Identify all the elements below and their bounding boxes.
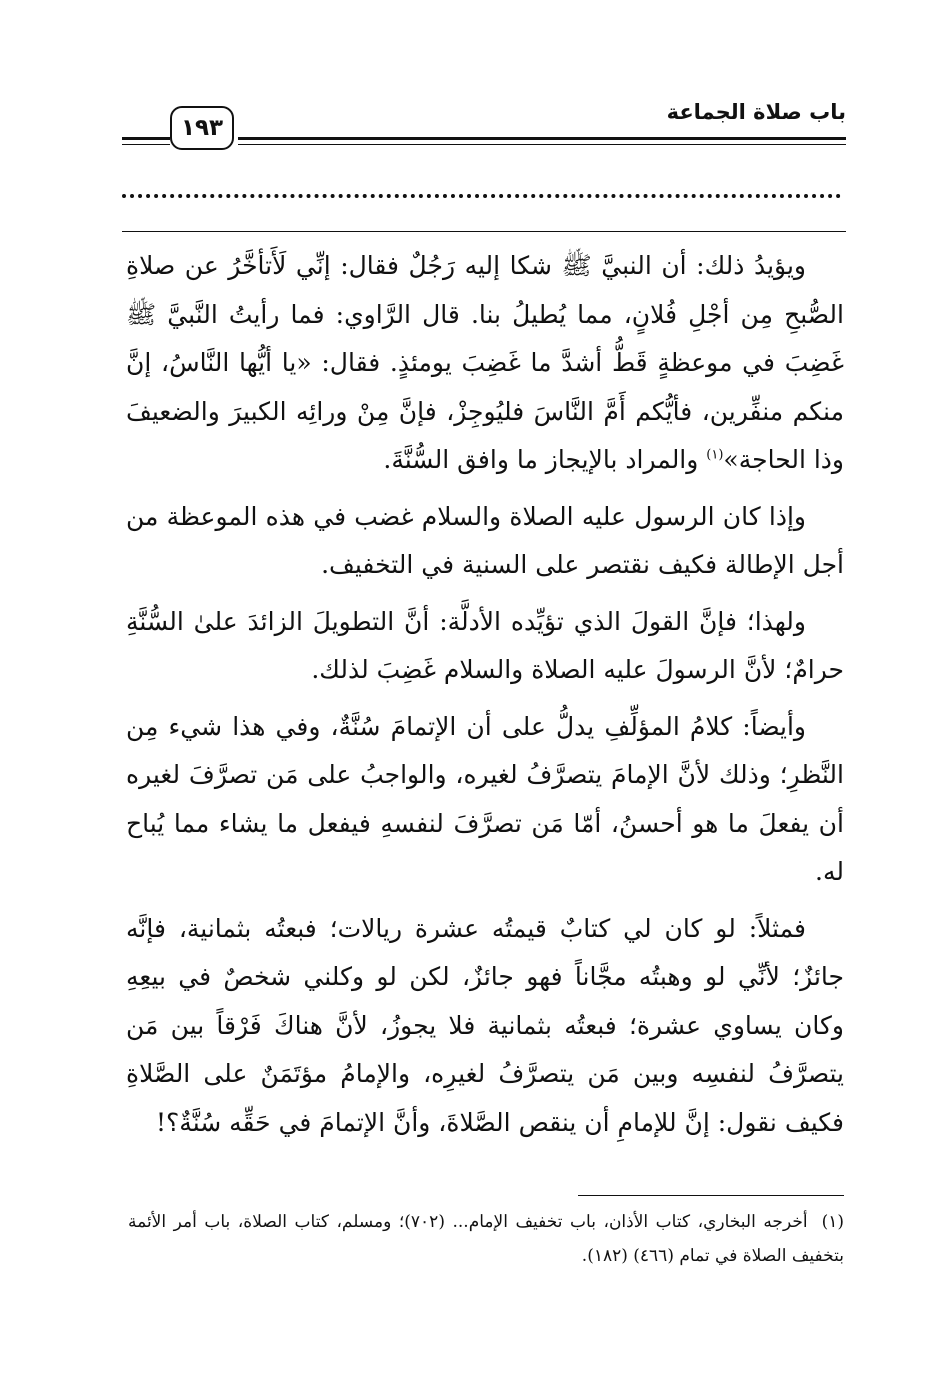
chapter-title: باب صلاة الجماعة	[666, 100, 846, 124]
paragraph-3: ولهذا؛ فإنَّ القولَ الذي تؤيِّده الأدلَّة: أنَّ التطويلَ الزائدَ علىٰ السُّنَّةِ حرامٌ؛ لأنَّ الرسولَ عليه الصلاة والسلام غَضِبَ لذلك.	[126, 606, 844, 684]
paragraph-4: وأيضاً: كلامُ المؤلِّفِ يدلُّ على أن الإتمامَ سُنَّةٌ، وفي هذا شيء مِن النَّظرِ؛ وذلك لأنَّ الإمامَ يتصرَّفُ لغيره، والواجبُ على مَن تصرَّفَ لغيره أن يفعلَ ما هو أحسنُ، أمّا مَن تصرَّفَ لنفسهِ فيفعل ما يشاء مما يُباح له.	[126, 711, 844, 886]
header-rule	[238, 137, 846, 140]
footnote-text: أخرجه البخاري، كتاب الأذان، باب تخفيف الإمام... (٧٠٢)؛ ومسلم، كتاب الصلاة، باب أمر الأئمة بتخفيف الصلاة في تمام (٤٦٦) (١٨٢).	[128, 1212, 844, 1266]
footnote-rule	[578, 1195, 844, 1196]
main-text	[126, 242, 844, 1155]
header-rule-left-thin	[122, 144, 170, 145]
header-rule-left	[122, 137, 170, 140]
paragraph-2: وإذا كان الرسول عليه الصلاة والسلام غضب في هذه الموعظة من أجل الإطالة فكيف نقتصر على السنية في التخفيف.	[126, 501, 844, 579]
footnote-number: (١)	[821, 1212, 844, 1232]
paragraph-1	[126, 242, 844, 485]
footnote	[128, 1205, 844, 1273]
paragraph-5: فمثلاً: لو كان لي كتابٌ قيمتُه عشرة ريالات؛ فبعتُه بثمانية، فإنَّه جائزٌ؛ لأنِّي لو وهبتُه مجَّاناً فهو جائزٌ، لكن لو وكلني شخصٌ في بيعِهِ وكان يساوي عشرة؛ فبعتُه بثمانية فلا يجوزُ، لأنَّ هناكَ فَرْقاً بين مَن يتصرَّفُ لنفسِه وبين مَن يتصرَّفُ لغيرِه، والإمامُ مؤتَمَنٌ على الصَّلاةِ فكيف نقول: إنَّ للإمامِ أن ينقص الصَّلاةَ، وأنَّ الإتمامَ في حَقِّه سُنَّةٌ؟!	[126, 913, 844, 1137]
paragraph-1-text-after: والمراد بالإيجاز ما وافق السُّنَّةَ.	[383, 445, 707, 474]
paragraph-1-text: ويؤيدُ ذلك: أن النبيَّ ﷺ شكا إليه رَجُلٌ فقال: إنِّي لَأَتأخَّرُ عن صلاةِ الصُّبحِ مِن أجْلِ فُلانٍ، مما يُطيلُ بنا. قال الرَّاوي: فما رأيتُ النَّبيَّ ﷺ غَضِبَ في موعظةٍ قَطُّ أشدَّ ما غَضِبَ يومئذٍ. فقال: «يا أيُّها النَّاسُ، إنَّ منكم منفِّرين، فأيُّكم أَمَّ النَّاسَ فليُوجِزْ، فإنَّ مِنْ ورائِه الكبيرَ والضعيفَ وذا الحاجة»	[126, 251, 844, 474]
dotted-separator	[122, 180, 841, 198]
page-number: ١٩٣	[170, 106, 234, 150]
content-top-rule	[122, 231, 846, 232]
header-rule-thin	[238, 144, 846, 145]
footnote-ref: (١)	[706, 447, 724, 463]
